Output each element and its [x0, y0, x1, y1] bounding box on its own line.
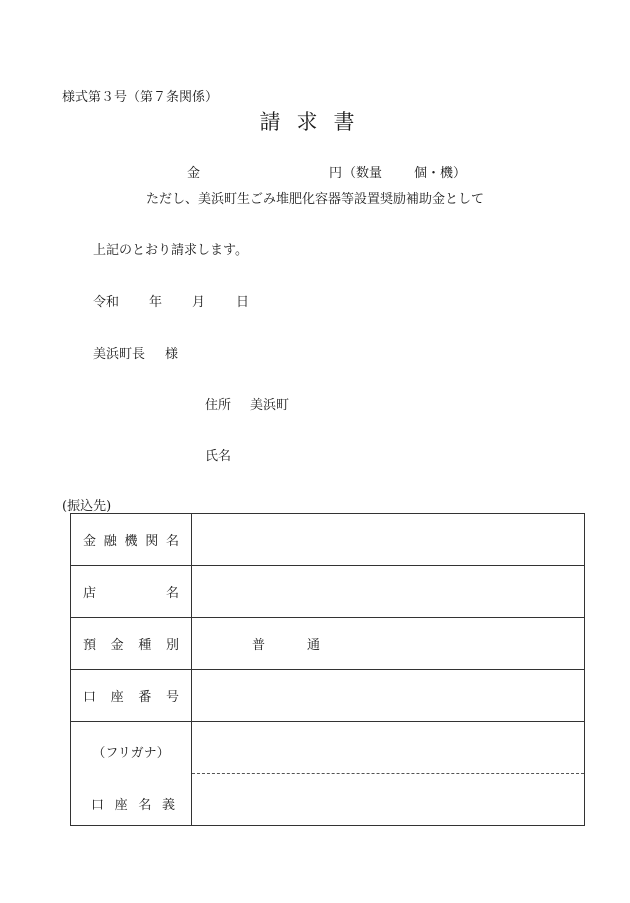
label-char: 号 — [165, 690, 179, 705]
deposit-type-char: 普 — [252, 638, 266, 653]
transfer-destination-label: (振込先) — [62, 499, 112, 514]
table-row — [71, 514, 585, 566]
label-char: 名 — [165, 534, 179, 549]
branch-name-field[interactable] — [192, 566, 585, 618]
deposit-type-char: 通 — [307, 638, 321, 653]
furigana-field[interactable] — [192, 722, 585, 774]
table-row — [71, 618, 585, 670]
label-char: 預 — [83, 638, 97, 653]
account-holder-field[interactable] — [192, 774, 585, 826]
table-row — [71, 566, 585, 618]
label-char: 関 — [145, 534, 159, 549]
deposit-type-label — [71, 618, 192, 670]
bank-transfer-table — [70, 513, 585, 826]
amount-unit-label: 個・機） — [414, 166, 467, 181]
bank-name-field[interactable] — [192, 514, 585, 566]
label-char: 融 — [103, 534, 117, 549]
date-year-label: 年 — [149, 295, 163, 310]
amount-yen-label: 円 — [329, 166, 343, 181]
label-char: 金 — [110, 638, 124, 653]
amount-kanji-label: 金 — [187, 166, 201, 181]
label-char: 種 — [138, 638, 152, 653]
date-day-label: 日 — [236, 295, 250, 310]
label-char: 名 — [165, 586, 179, 601]
account-holder-label — [71, 722, 192, 826]
label-char: 口 — [91, 798, 105, 813]
amount-quantity-label: （数量 — [343, 166, 383, 181]
label-char: 機 — [124, 534, 138, 549]
deposit-type-field[interactable] — [192, 618, 585, 670]
addressee-name: 美浜町長 — [93, 347, 146, 362]
branch-name-label — [71, 566, 192, 618]
proviso-text: ただし、美浜町生ごみ堆肥化容器等設置奨励補助金として — [145, 192, 484, 207]
account-number-field[interactable] — [192, 670, 585, 722]
name-label: 氏名 — [205, 449, 232, 464]
label-char: 番 — [138, 690, 152, 705]
label-char: 金 — [83, 534, 97, 549]
label-char: 名 — [138, 798, 152, 813]
address-value: 美浜町 — [250, 398, 290, 413]
label-char: 店 — [83, 586, 97, 601]
form-number: 様式第３号（第７条関係） — [62, 90, 219, 105]
date-era: 令和 — [93, 295, 120, 310]
addressee-honorific: 様 — [165, 347, 179, 362]
document-title: 請求書 — [259, 110, 371, 134]
address-label: 住所 — [205, 398, 232, 413]
request-statement: 上記のとおり請求します。 — [93, 243, 248, 258]
label-char: 座 — [110, 690, 124, 705]
account-number-label — [71, 670, 192, 722]
label-char: 別 — [165, 638, 179, 653]
bank-name-label — [71, 514, 192, 566]
table-row — [71, 670, 585, 722]
label-char: 義 — [161, 798, 175, 813]
label-char: 口 — [83, 690, 97, 705]
furigana-label: （フリガナ） — [92, 746, 170, 761]
date-month-label: 月 — [192, 295, 206, 310]
label-char: 座 — [114, 798, 128, 813]
table-row — [71, 722, 585, 774]
